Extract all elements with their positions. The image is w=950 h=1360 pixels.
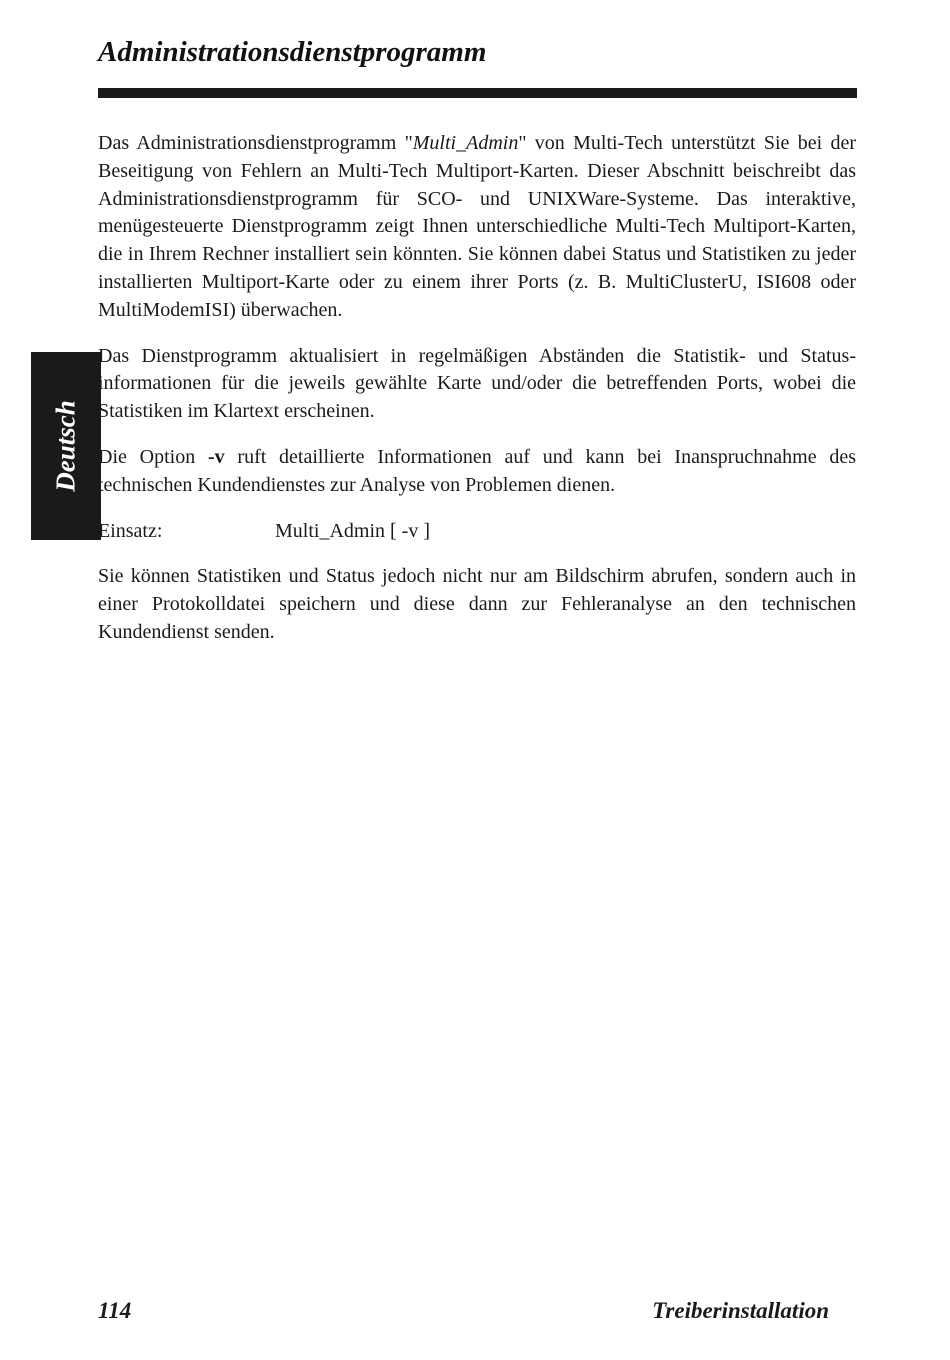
header-rule [98, 88, 857, 98]
usage-label: Einsatz: [98, 519, 163, 542]
paragraph-option-rest: ruft detaillierte Informationen auf und kann bei Inanspruchnahme des technischen Kundendienstes zur Analyse von Problemen dienen. [98, 445, 856, 496]
paragraph-update: Das Dienstprogramm aktualisiert in regelmäßigen Abständen die Statistik- und Status-informationen für die jeweils gewählte Karte und/oder die betreffenden Ports, wobei die Statistiken im Klartext erscheinen. [98, 344, 856, 423]
usage-line [98, 518, 856, 546]
language-side-tab [31, 352, 101, 540]
page-number: 114 [98, 1298, 132, 1323]
body-content [98, 130, 856, 665]
paragraph-option-start: Die Option [98, 445, 208, 468]
paragraph-intro-start: Das Administrationsdienstprogramm " [98, 132, 413, 154]
paragraph-intro [98, 130, 856, 325]
side-tab-label: Deutsch [50, 400, 81, 492]
footer-section-title: Treiberinstallation [652, 1298, 829, 1323]
usage-command: Multi_Admin [ -v ] [275, 519, 430, 542]
paragraph-option [98, 444, 856, 500]
paragraph-logfile: Sie können Statistiken und Status jedoch nicht nur am Bildschirm abrufen, sondern auch in einer Protokolldatei speichern und diese dann zur Fehleranalyse an den technischen Kundendienst senden. [98, 565, 856, 643]
page-header-title: Administrationsdienstprogramm [98, 36, 487, 68]
program-name: Multi_Admin [412, 132, 519, 154]
option-flag: -v [207, 445, 225, 468]
paragraph-intro-rest: " von Multi-Tech unterstützt Sie bei der Beseitigung von Fehlern an Multi-Tech Multiport-Karten. Dieser Abschnitt beischreibt das Administrationsdienstprogramm für SCO- und UNIXWare-Systeme. Das interaktive, menügesteuerte Dienstprogramm zeigt Ihnen unterschiedliche Multi-Tech Multiport-Karten, die in Ihrem Rechner installiert sein könnten. Sie können dabei Status und Statistiken zu jeder installierten Multiport-Karte oder zu einem ihrer Ports (z. B. MultiClusterU, ISI608 oder MultiModemISI) überwachen. [98, 132, 856, 321]
